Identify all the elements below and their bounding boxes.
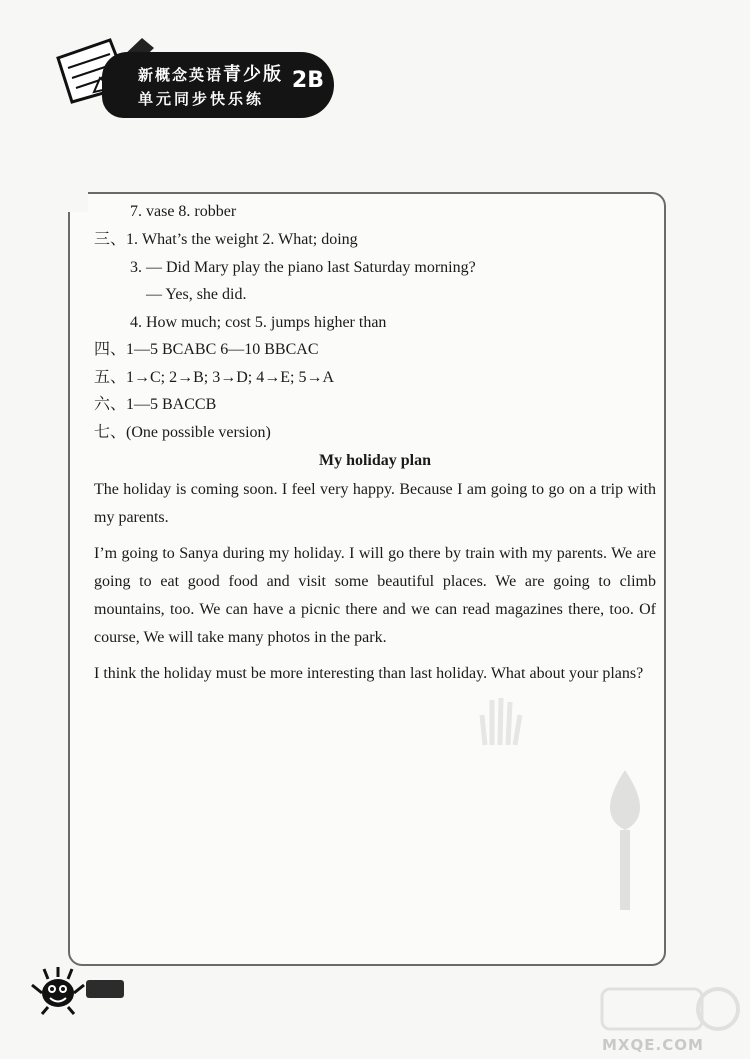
watermark-url: MXQE.COM — [602, 1036, 704, 1054]
answer-line: 六、1—5 BACCB — [94, 396, 217, 413]
answer-line: 四、1—5 BCABC 6—10 BBCAC — [94, 341, 319, 358]
torch-icon — [600, 770, 650, 910]
answer-line: 五、1→C; 2→B; 3→D; 4→E; 5→A — [94, 369, 335, 386]
book-subtitle: 单元同步快乐练 — [138, 90, 265, 108]
essay-paragraph: I think the holiday must be more interesting than last holiday. What about your plans? — [94, 665, 644, 682]
title-banner — [102, 52, 334, 118]
series-title: 新概念英语青少版 — [138, 64, 284, 85]
answer-line: 3. — Did Mary play the piano last Saturday morning? — [130, 259, 476, 276]
essay-title: My holiday plan — [318, 452, 432, 469]
mascot-icon — [30, 965, 86, 1015]
answer-line: 7. vase 8. robber — [130, 203, 237, 220]
page-number-tab — [86, 980, 124, 998]
essay-paragraph: The holiday is coming soon. I feel very happy. Because I am going to go on a trip with my parents. — [94, 481, 656, 526]
essay-paragraph: I’m going to Sanya during my holiday. I will go there by train with my parents. We are going to eat good food and visit some beautiful places. We are going to climb mountains, too. We can have a picnic there and we can read magazines there, too. Of course, We will take many photos in the park. — [94, 545, 656, 646]
answer-line: 七、(One possible version) — [94, 424, 271, 441]
answer-line: 4. How much; cost 5. jumps higher than — [130, 314, 387, 331]
hand-print-icon — [470, 690, 530, 750]
grade-label: 2B — [291, 68, 324, 93]
answer-line: 三、1. What’s the weight 2. What; doing — [94, 231, 358, 248]
edition-label: 青少版 — [223, 64, 284, 85]
header-banner — [50, 30, 340, 120]
answer-line: — Yes, she did. — [146, 286, 247, 303]
